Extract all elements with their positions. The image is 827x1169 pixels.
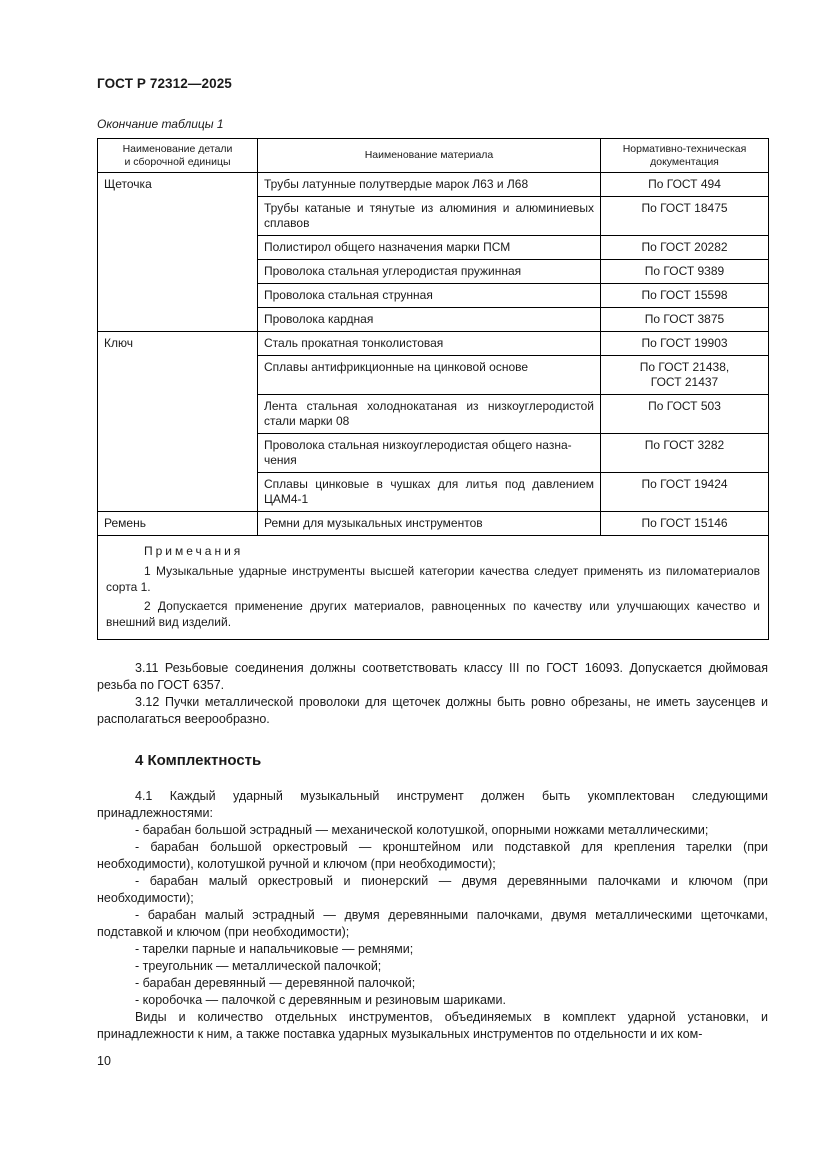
section-body [97,788,768,1043]
part-cell [98,473,258,512]
table-row [98,197,769,236]
clause-4-1: 4.1 Каждый ударный музыкальный инструмент должен быть укомплектован следующими принадлежностями: [97,789,768,820]
notes-cell [98,536,769,640]
table-row [98,332,769,356]
clauses-3-11-3-12 [97,660,768,728]
document-cell: По ГОСТ 3875 [601,308,769,332]
table-body [98,173,769,536]
materials-table [97,138,769,640]
table-row [98,260,769,284]
list-item: - коробочка — палочкой с деревянным и резиновым шариками. [135,993,506,1007]
table-row [98,236,769,260]
section-title: 4 Комплектность [135,752,262,769]
clause-3-12: 3.12 Пучки металлической проволоки для щеточек должны быть ровно обрезаны, не иметь заусенцев и располагаться веерообразно. [97,695,768,726]
document-cell: По ГОСТ 19903 [601,332,769,356]
column-header-part [98,139,258,173]
document-cell: По ГОСТ 15146 [601,512,769,536]
column-header-part-text: Наименование детали и сборочной единицы [122,142,233,168]
note-2: 2 Допускается применение других материалов, равноценных по качеству или улучшающих качество и внешний вид изделий. [106,599,760,629]
document-cell: По ГОСТ 19424 [601,473,769,512]
part-cell [98,236,258,260]
note-1: 1 Музыкальные ударные инструменты высшей категории качества следует применять из пиломатериалов сорта 1. [106,564,760,594]
page-number: 10 [97,1054,111,1068]
document-cell: По ГОСТ 494 [601,173,769,197]
table-row [98,434,769,473]
document-cell: По ГОСТ 503 [601,395,769,434]
list-item: - барабан малый оркестровый и пионерский — двумя деревянными палочками и ключом (при необходимости); [97,874,768,905]
material-cell: Сталь прокатная тонколистовая [258,332,601,356]
list-item: - барабан большой эстрадный — механической колотушкой, опорными ножками металлическими; [135,823,709,837]
list-item: - барабан большой оркестровый — кронштейном или подставкой для крепления тарелки (при необходимости), колотушкой ручной и ключом (при необходимости); [97,840,768,871]
material-cell: Проволока стальная струнная [258,284,601,308]
list-item: - тарелки парные и напальчиковые — ремнями; [135,942,414,956]
material-cell: Ремни для музыкальных инструментов [258,512,601,536]
table-row [98,512,769,536]
part-cell: Ключ [98,332,258,356]
document-cell: По ГОСТ 3282 [601,434,769,473]
table-row [98,308,769,332]
part-cell [98,197,258,236]
material-cell: Полистирол общего назначения марки ПСМ [258,236,601,260]
column-header-material [258,139,601,173]
part-cell: Щеточка [98,173,258,197]
part-cell [98,434,258,473]
list-item: - барабан деревянный — деревянной палочкой; [135,976,416,990]
column-header-document-text: Нормативно-техническая документация [622,142,747,168]
table-header-row [98,139,769,173]
table-row [98,173,769,197]
list-item: - треугольник — металлической палочкой; [135,959,382,973]
material-cell: Проволока стальная углеродистая пружинная [258,260,601,284]
material-cell: Сплавы антифрикционные на цинковой основе [258,356,601,395]
part-cell [98,260,258,284]
document-cell: По ГОСТ 20282 [601,236,769,260]
document-code-header: ГОСТ Р 72312—2025 [97,76,232,91]
material-cell: Лента стальная холоднокатаная из низкоуглеродистой стали марки 08 [258,395,601,434]
clause-3-11: 3.11 Резьбовые соединения должны соответствовать классу III по ГОСТ 16093. Допускается дюймовая резьба по ГОСТ 6357. [97,661,768,692]
notes-title: Примечания [144,544,244,558]
column-header-document [601,139,769,173]
part-cell [98,308,258,332]
part-cell [98,284,258,308]
document-cell: По ГОСТ 21438, ГОСТ 21437 [601,356,769,395]
table-row [98,356,769,395]
document-cell: По ГОСТ 18475 [601,197,769,236]
table-row [98,473,769,512]
list-item: - барабан малый эстрадный — двумя деревянными палочками, двумя металлическими щеточками, подставкой и ключом (при необходимости); [97,908,768,939]
part-cell: Ремень [98,512,258,536]
material-cell: Проволока кардная [258,308,601,332]
table-row [98,395,769,434]
material-cell: Трубы катаные и тянутые из алюминия и алюминиевых сплавов [258,197,601,236]
material-cell: Проволока стальная низкоуглеродистая общего назна- чения [258,434,601,473]
part-cell [98,395,258,434]
table-row [98,284,769,308]
document-cell: По ГОСТ 9389 [601,260,769,284]
document-cell: По ГОСТ 15598 [601,284,769,308]
part-cell [98,356,258,395]
column-header-material-text: Наименование материала [364,149,494,161]
table-caption: Окончание таблицы 1 [97,117,224,131]
material-cell: Сплавы цинковые в чушках для литья под давлением ЦАМ4-1 [258,473,601,512]
material-cell: Трубы латунные полутвердые марок Л63 и Л68 [258,173,601,197]
closing-paragraph: Виды и количество отдельных инструментов, объединяемых в комплект ударной установки, и принадлежности к ним, а также поставка ударных музыкальных инструментов по отдельности и их ком- [97,1010,768,1041]
notes-row [98,536,769,640]
